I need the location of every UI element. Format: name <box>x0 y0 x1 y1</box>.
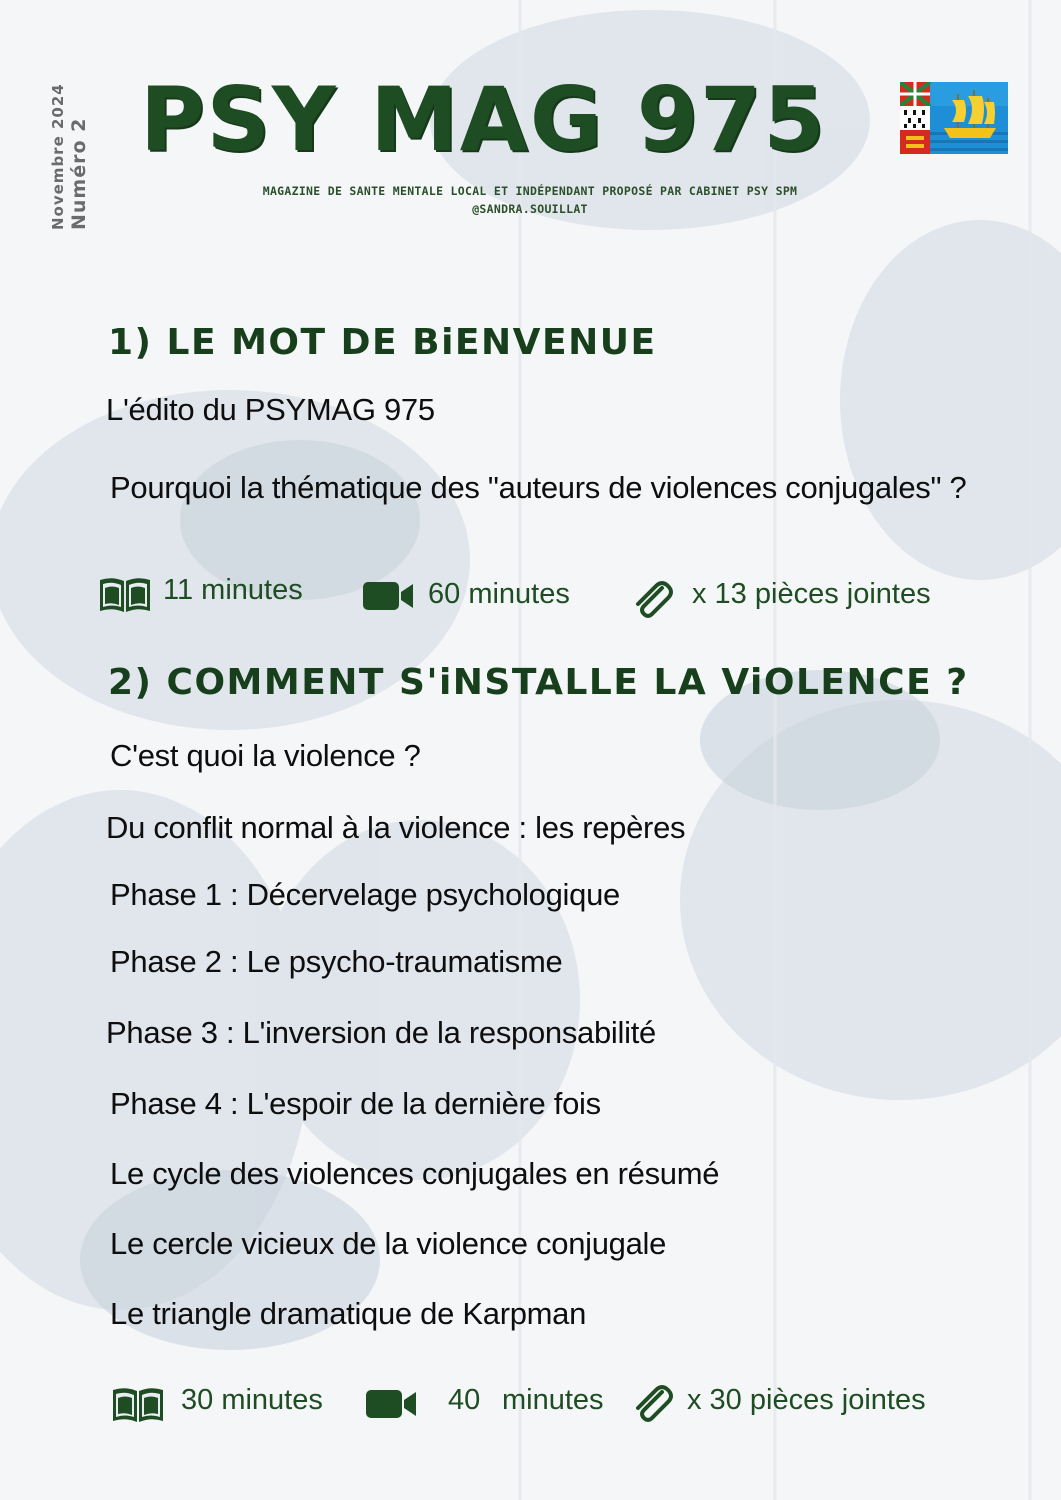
section-1-video-time: 60 minutes <box>428 578 570 610</box>
section-2-item-2: Du conflit normal à la violence : les repères <box>106 810 686 845</box>
section-2-reading-time: 30 minutes <box>181 1384 323 1416</box>
section-2-item-5: Phase 3 : L'inversion de la responsabilité <box>106 1015 656 1050</box>
section-2-item-9: Le triangle dramatique de Karpman <box>110 1296 587 1331</box>
paperclip-icon <box>632 580 674 622</box>
section-1-attachments: x 13 pièces jointes <box>692 578 931 610</box>
subtitle-line-1: MAGAZINE DE SANTE MENTALE LOCAL ET INDÉPENDANT PROPOSÉ PAR CABINET PSY SPM <box>262 184 798 198</box>
section-1-reading-time: 11 minutes <box>163 574 303 606</box>
section-2-attachments: x 30 pièces jointes <box>687 1384 926 1416</box>
section-2-item-7: Le cycle des violences conjugales en résumé <box>110 1156 720 1191</box>
book-icon <box>97 576 153 614</box>
video-camera-icon <box>366 1390 418 1418</box>
section-2-video-unit: minutes <box>502 1384 604 1416</box>
paperclip-icon <box>632 1384 674 1426</box>
issue-info <box>48 83 90 230</box>
flag-icon <box>900 82 1008 154</box>
section-2-title: 2) COMMENT S'iNSTALLE LA ViOLENCE ? <box>108 662 969 703</box>
video-camera-icon <box>363 582 415 610</box>
section-1-item-2: Pourquoi la thématique des "auteurs de violences conjugales" ? <box>110 470 967 505</box>
book-icon <box>110 1386 166 1424</box>
subtitle-handle: @SANDRA.SOUILLAT <box>472 202 588 216</box>
section-1-item-1: L'édito du PSYMAG 975 <box>106 392 435 427</box>
section-1-title: 1) LE MOT DE BiENVENUE <box>108 322 657 363</box>
section-2-item-3: Phase 1 : Décervelage psychologique <box>110 877 620 912</box>
section-2-item-6: Phase 4 : L'espoir de la dernière fois <box>110 1086 601 1121</box>
section-2-item-4: Phase 2 : Le psycho-traumatisme <box>110 944 563 979</box>
issue-number: Numéro 2 <box>68 117 90 230</box>
section-2-item-8: Le cercle vicieux de la violence conjugale <box>110 1226 667 1261</box>
section-2-item-1: C'est quoi la violence ? <box>110 738 421 773</box>
issue-date: Novembre 2024 <box>49 83 67 230</box>
magazine-subtitle <box>160 182 900 218</box>
section-2-video-value: 40 <box>448 1384 481 1416</box>
magazine-title: PSY MAG 975 <box>140 68 827 171</box>
